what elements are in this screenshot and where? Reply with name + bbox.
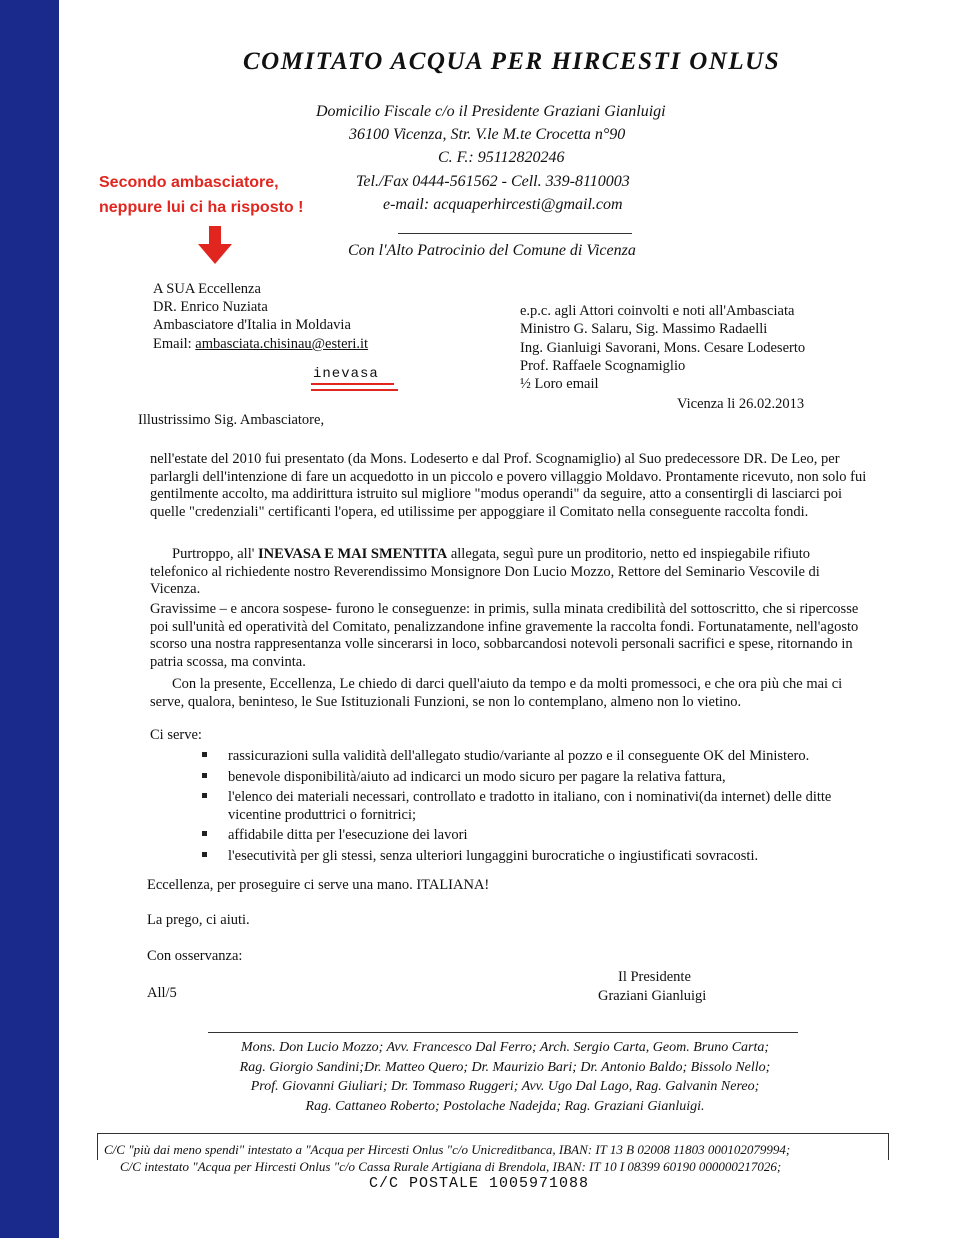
- members-line-3: Prof. Giovanni Giuliari; Dr. Tommaso Ruggeri; Avv. Ugo Dal Lago, Rag. Galvanin Nereo;: [250, 1079, 760, 1094]
- header-divider: [398, 233, 632, 234]
- bullet-icon: [202, 852, 207, 857]
- stamp-underline-2: [311, 389, 398, 391]
- members-divider: [208, 1032, 798, 1033]
- attachments-count: All/5: [147, 985, 177, 1001]
- recipient-line-1: A SUA Eccellenza: [153, 281, 261, 297]
- recipient-role: Ambasciatore d'Italia in Moldavia: [153, 317, 351, 333]
- paragraph-4: Con la presente, Eccellenza, Le chiedo di darci quell'aiuto da tempo e da molti promessoci, e che ora più che mai ci serve, qualora, beninteso, le Sue Istituzionali Funzioni, se non lo contemplano, almeno non lo vietino.: [150, 676, 843, 710]
- committee-title: COMITATO ACQUA PER HIRCESTI ONLUS: [243, 48, 781, 75]
- paragraph-3: Gravissime – e ancora sospese- furono le conseguenze: in primis, sulla minata credibilità del sottoscritto, che si ripercosse poi sull'unità ed operatività del Comitato, penalizzandone infine gravemente la raccolta fondi. Fortunatamente, nell'agosto scorso una nostra rappresentanza volle sincerarsi in loco, sobbarcandosi notevoli personali sacrifici e spese, ritornando in patria scossa, ma convinta.: [150, 601, 859, 670]
- signature-name: Graziani Gianluigi: [598, 988, 707, 1004]
- bullet-icon: [202, 793, 207, 798]
- recipient-email-link[interactable]: ambasciata.chisinau@esteri.it: [195, 336, 369, 352]
- recipient-email-row: [153, 336, 368, 353]
- paragraph-5: Ci serve:: [150, 727, 202, 743]
- fiscal-domicile: Domicilio Fiscale c/o il Presidente Graziani Gianluigi: [316, 103, 666, 120]
- cc-line-1: e.p.c. agli Attori coinvolti e noti all'Ambasciata: [520, 303, 795, 319]
- closing-request: La prego, ci aiuti.: [147, 912, 250, 928]
- paragraph-2: [150, 546, 870, 599]
- list-item: l'elenco dei materiali necessari, controllato e tradotto in italiano, con i nominativi(da internet) delle ditte vicentine produttrici o fornitrici;: [200, 789, 850, 824]
- bank-line-2: C/C intestato "Acqua per Hircesti Onlus "c/o Cassa Rurale Artigiana di Brendola, IBAN: IT 10 I 08399 60190 000000217026;: [120, 1159, 782, 1174]
- red-annotation: [99, 170, 303, 220]
- email-line: e-mail: acquaperhircesti@gmail.com: [383, 196, 623, 213]
- salutation: Illustrissimo Sig. Ambasciatore,: [138, 412, 325, 428]
- inevasa-stamp: inevasa: [313, 366, 379, 382]
- left-margin-bar: [0, 0, 59, 1238]
- bank-line-1: C/C "più dai meno spendi" intestato a "Acqua per Hircesti Onlus "c/o Unicreditbanca, IBAN: IT 13 B 02008 11803 000102079994;: [104, 1142, 791, 1157]
- signature-title: Il Presidente: [618, 969, 691, 985]
- phone-line: Tel./Fax 0444-561562 - Cell. 339-8110003: [356, 173, 630, 190]
- paragraph-2-bold: INEVASA E MAI SMENTITA: [257, 546, 448, 562]
- list-item: affidabile ditta per l'esecuzione dei lavori: [200, 827, 850, 845]
- list-item: rassicurazioni sulla validità dell'allegato studio/variante al pozzo e il conseguente OK del Ministero.: [200, 748, 850, 766]
- bullet-icon: [202, 831, 207, 836]
- letter-date: Vicenza li 26.02.2013: [677, 396, 805, 412]
- annotation-line-2: neppure lui ci ha risposto !: [99, 199, 304, 216]
- postal-account: C/C POSTALE 1005971088: [369, 1175, 590, 1192]
- recipient-name: DR. Enrico Nuziata: [153, 299, 268, 315]
- patronage-line: Con l'Alto Patrocinio del Comune di Vicenza: [348, 242, 636, 259]
- address-line: 36100 Vicenza, Str. V.le M.te Crocetta n°90: [349, 126, 626, 143]
- cc-line-3: Ing. Gianluigi Savorani, Mons. Cesare Lodeserto: [520, 340, 806, 356]
- fiscal-code: C. F.: 95112820246: [438, 149, 565, 166]
- members-line-1: Mons. Don Lucio Mozzo; Avv. Francesco Dal Ferro; Arch. Sergio Carta, Geom. Bruno Carta;: [240, 1040, 770, 1055]
- recipient-email-label: Email:: [153, 336, 196, 352]
- cc-line-4: Prof. Raffaele Scognamiglio: [520, 358, 686, 374]
- bullet-icon: [202, 773, 207, 778]
- list-item: benevole disponibilità/aiuto ad indicarci un modo sicuro per pagare la relativa fattura,: [200, 769, 850, 787]
- list-item: l'esecutività per gli stessi, senza ulteriori lungaggini burocratiche o ingiustificati sovracosti.: [200, 848, 850, 866]
- closing-formula: Con osservanza:: [147, 948, 243, 964]
- paragraph-2-start: Purtroppo, all': [172, 546, 258, 562]
- cc-line-5: ½ Loro email: [520, 376, 599, 392]
- bullet-icon: [202, 752, 207, 757]
- annotation-line-1: Secondo ambasciatore,: [99, 174, 279, 191]
- stamp-underline-1: [311, 383, 394, 385]
- members-line-2: Rag. Giorgio Sandini;Dr. Matteo Quero; Dr. Maurizio Bari; Dr. Antonio Baldo; Bissolo Nello;: [239, 1059, 771, 1075]
- cc-line-2: Ministro G. Salaru, Sig. Massimo Radaelli: [520, 321, 768, 337]
- paragraph-6: Eccellenza, per proseguire ci serve una mano. ITALIANA!: [147, 877, 490, 893]
- paragraph-1: nell'estate del 2010 fui presentato (da Mons. Lodeserto e dal Prof. Scognamiglio) al Suo predecessore DR. De Leo, per parlargli dell'intenzione di fare un acquedotto in un piccolo e povero villaggio Moldavo. Prontamente ricevuto, non solo fui gentilmente accolto, ma addirittura istruito sul migliore "modus operandi" da seguire, atto a consentirgli di lasciarci poi quelle "credenziali" certificanti l'opera, ed utilissime per appoggiare il Comitato nella conseguente raccolta fondi.: [150, 451, 867, 520]
- down-arrow-icon: [198, 226, 232, 264]
- paragraph-2-rest: allegata, seguì pure un proditorio, netto ed inspiegabile rifiuto telefonico al richiedente nostro Reverendissimo Monsignore Don Lucio Mozzo, Rettore del Seminario Vescovile di Vicenza.: [150, 546, 820, 597]
- committee-members: [180, 1038, 830, 1116]
- members-line-4: Rag. Cattaneo Roberto; Postolache Nadejda; Rag. Graziani Gianluigi.: [305, 1098, 705, 1114]
- needs-list: [200, 748, 850, 865]
